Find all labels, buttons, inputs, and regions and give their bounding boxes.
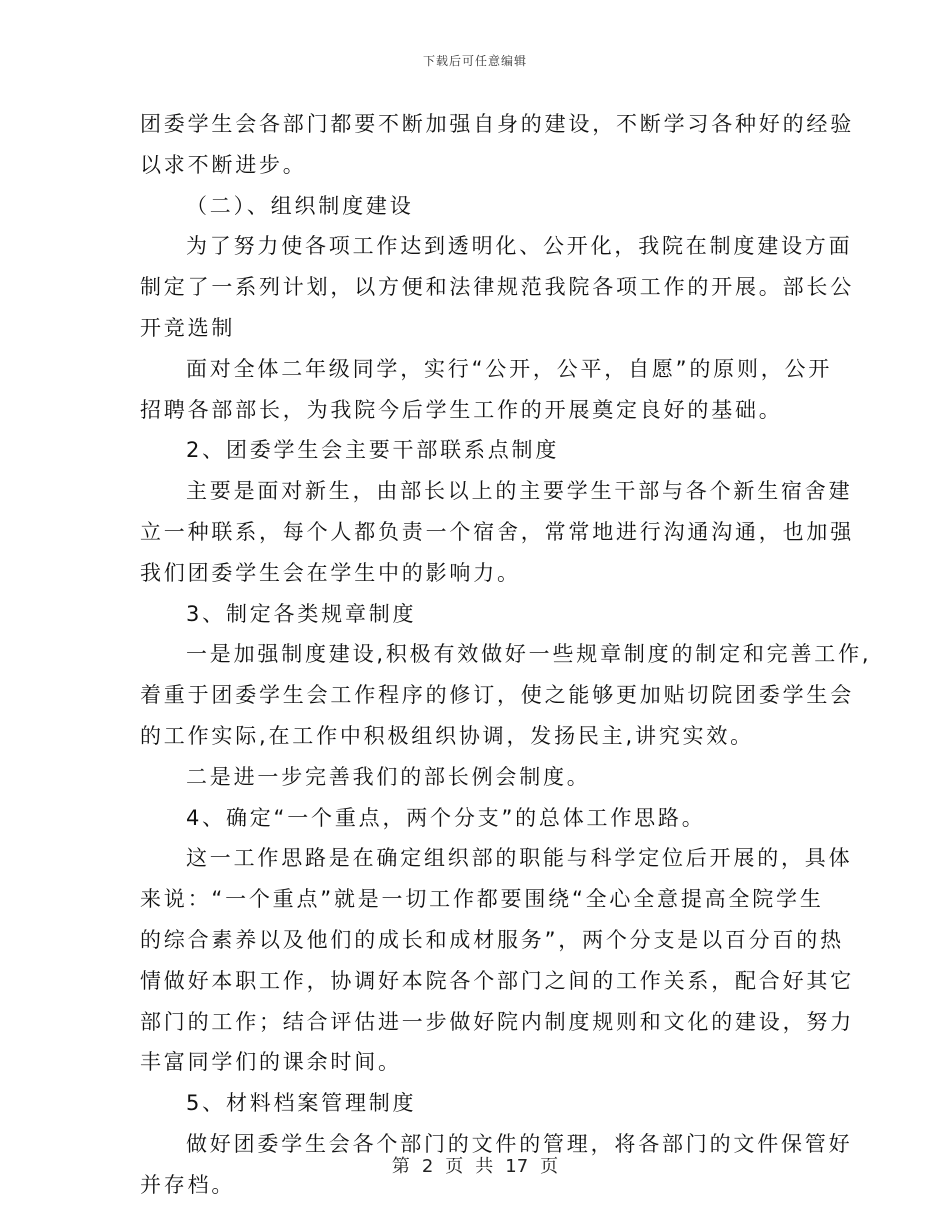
body-line-14: 一是加强制度建设,积极有效做好一些规章制度的制定和完善工作, — [186, 642, 872, 667]
body-line-21: 的综合素养以及他们的成长和成材服务”，两个分支是以百分百的热 — [140, 928, 844, 952]
body-line-6: 开竞选制 — [140, 316, 236, 340]
body-line-16: 的工作实际,在工作中积极组织协调，发扬民主,讲究实效。 — [140, 724, 754, 748]
body-line-12: 我们团委学生会在学生中的影响力。 — [140, 560, 521, 585]
body-line-23: 部门的工作；结合评估进一步做好院内制度规则和文化的建设，努力 — [140, 1009, 854, 1034]
item-heading-4: 4、确定“一个重点，两个分支”的总体工作思路。 — [186, 805, 706, 830]
body-line-24: 丰富同学们的课余时间。 — [140, 1050, 402, 1075]
body-line-10: 主要是面对新生，由部长以上的主要学生干部与各个新生宿舍建 — [186, 479, 853, 504]
item-heading-3: 3、制定各类规章制度 — [186, 601, 417, 626]
page-footer — [0, 1152, 950, 1178]
body-line-1: 团委学生会各部门都要不断加强自身的建设，不断学习各种好的经验 — [140, 112, 854, 136]
footer-current-page: 2 — [421, 1156, 434, 1177]
body-line-7: 面对全体二年级同学，实行“公开，公平，自愿”的原则，公开 — [186, 356, 833, 381]
body-line-8: 招聘各部部长，为我院今后学生工作的开展奠定良好的基础。 — [140, 397, 783, 422]
item-heading-2: 2、团委学生会主要干部联系点制度 — [186, 438, 560, 463]
page-header-note: 下载后可任意编辑 — [422, 54, 527, 68]
body-line-15: 着重于团委学生会工作程序的修订，使之能够更加贴切院团委学生会 — [140, 683, 854, 708]
body-line-19: 这一工作思路是在确定组织部的职能与科学定位后开展的，具体 — [186, 846, 853, 871]
footer-page-word: 页 — [445, 1156, 464, 1177]
body-line-27: 并存档。 — [140, 1172, 236, 1197]
body-line-26: 做好团委学生会各个部门的文件的管理，将各部门的文件保管好 — [186, 1132, 853, 1156]
item-heading-5: 5、材料档案管理制度 — [186, 1091, 417, 1116]
body-line-20: 来说：“一个重点”就是一切工作都要围绕“全心全意提高全院学生 — [140, 887, 824, 912]
body-line-22: 情做好本职工作，协调好本院各个部门之间的工作关系，配合好其它 — [140, 968, 854, 993]
body-line-11: 立一种联系，每个人都负责一个宿舍，常常地进行沟通沟通，也加强 — [140, 520, 854, 544]
footer-prefix: 第 — [391, 1156, 410, 1177]
section-heading-organization-system: （二）、组织制度建设 — [186, 193, 414, 218]
body-line-5: 制定了一系列计划，以方便和法律规范我院各项工作的开展。部长公 — [140, 275, 854, 300]
footer-suffix: 页 — [540, 1156, 559, 1177]
body-line-2: 以求不断进步。 — [140, 152, 307, 177]
footer-total-pages: 17 — [505, 1156, 529, 1177]
body-line-17: 二是进一步完善我们的部长例会制度。 — [186, 764, 591, 789]
body-line-4: 为了努力使各项工作达到透明化、公开化，我院在制度建设方面 — [186, 234, 853, 259]
footer-total-word: 共 — [475, 1156, 494, 1177]
